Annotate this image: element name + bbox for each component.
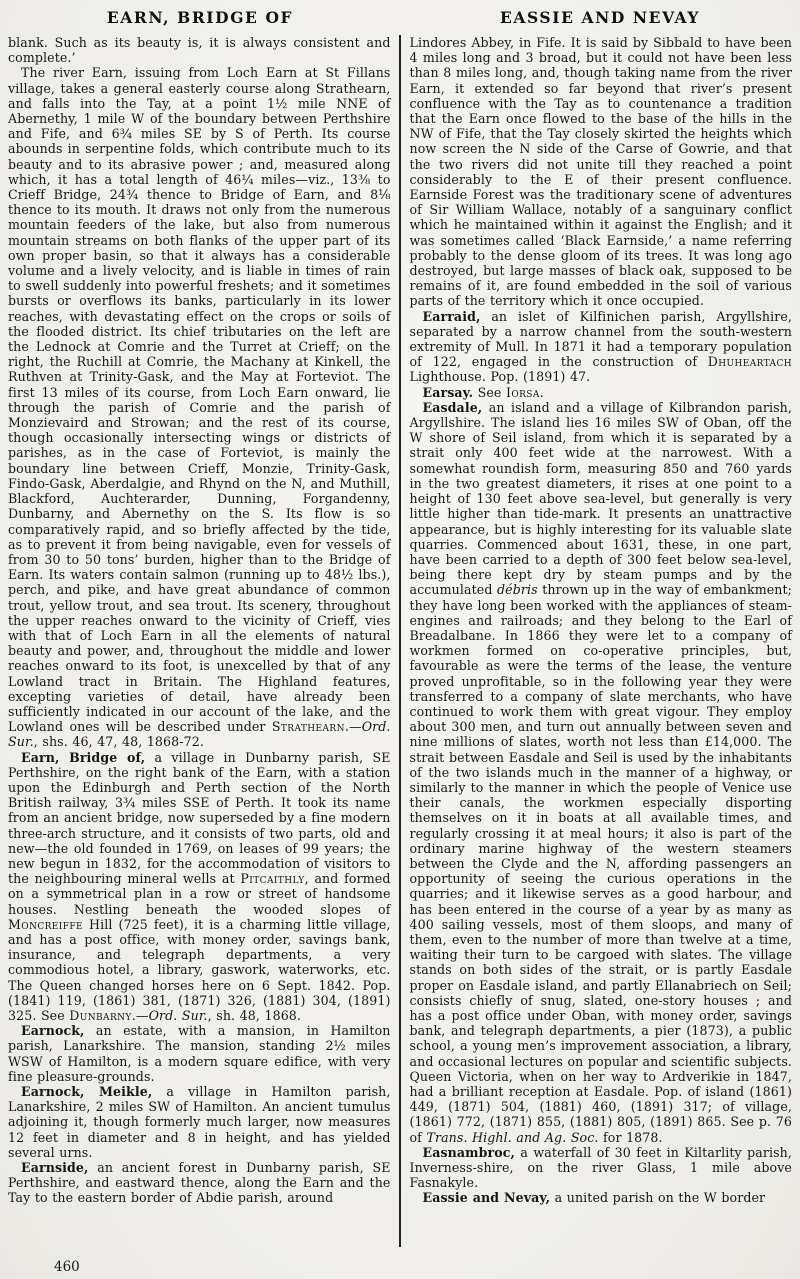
italic-citation: Trans. Highl. and Ag. Soc. [426, 1129, 599, 1145]
entry-headword: Earsay. [422, 384, 474, 400]
entry-paragraph [8, 750, 391, 1024]
entry-headword: Eassie and Nevay, [422, 1190, 551, 1206]
italic-citation: Ord. Sur. [148, 1008, 208, 1023]
running-heads [0, 0, 800, 27]
running-head-right: EASSIE AND NEVAY [499, 8, 701, 27]
entry-paragraph [8, 35, 391, 65]
entry-headword: Earnside, [21, 1160, 89, 1176]
text-segment: , shs. 46, 47, 48, 1868-72. [33, 734, 204, 750]
entry-paragraph [410, 400, 793, 1145]
cross-reference: Strathearn [271, 719, 345, 735]
text-segment: .— [131, 1008, 149, 1023]
italic-citation: débris [497, 582, 538, 598]
text-segment: for 1878. [598, 1129, 663, 1145]
text-segment: See [473, 384, 506, 400]
text-segment: thrown up in the way of embankment; they have long been worked with the appliances of steam-engines and railroads; and they belong to the Earl of Breadalbane. In 1866 they were let to a company of workmen formed on co-operative principles, but, favourable as were the terms of the lease, the venture proved unprofitable, so in the following year they were transferred to a company of slate merchants, who have continued to work them with great vigour. They employ about 300 men, and turn out annually between seven and nine millions of slates, worth not less than £14,000. The strait between Easdale and Seil is used by the inhabitants of the two islands much in the manner of a highway, or similarly to the manner in which the people of Venice use their canals, the workmen especially disporting themselves on it in boats at all available times, and regularly crossing it at meal hours; it also is part of the ordinary marine highway of the western steamers between the Clyde and the N, affording passengers an opportunity of seeing the curious operations in the quarries; and it likewise serves as a good harbour, and has been entered in the course of a year by as many as 400 sailing vessels, most of them sloops, and many of them, even to the number of more than twelve at a time, waiting their turn to be cargoed with slates. The village stands on both sides of the strait, or is partly Easdale proper on Easdale island, and partly Ellanabriech on Seil; consists chiefly of snug, slated, one-story houses ; and has a post office under Oban, with money order, savings bank, and telegraph departments, a pier (1873), a public school, a young men’s improvement association, a library, and occasional lectures on popular and scientific subjects. Queen Victoria, when on her way to Ardverikie in 1847, had a brilliant reception at Easdale. Pop. of island (1861) 449, (1871) 504, (1881) 460, (1891) 317; of village, (1861) 772, (1871) 855, (1881) 805, (1891) 865. See p. 76 of [409, 582, 792, 1145]
cross-reference: Moncreiffe [8, 916, 83, 932]
running-head-left: EARN, BRIDGE OF [106, 8, 294, 27]
entry-paragraph [410, 35, 793, 309]
entry-headword: Easdale, [422, 399, 483, 415]
column-left-body [8, 35, 399, 1257]
cross-reference: Dhuheartach [707, 354, 792, 370]
text-segment: a united parish on the W border [550, 1190, 766, 1206]
entry-headword: Earnock, [21, 1023, 85, 1039]
page-number: 460 [54, 1259, 80, 1275]
entry-paragraph [8, 1160, 391, 1206]
text-segment: an islet of Kilfinichen parish, Argyllshire, separated by a narrow channel from the south-western extremity of Mull. In 1871 it had a temporary population of 122, engaged in the construction of [409, 308, 792, 370]
entry-paragraph [8, 1084, 391, 1160]
text-segment: , and formed on a symmetrical plan in a row or street of handsome houses. Nestling beneath the wooded slopes of [8, 871, 391, 917]
entry-paragraph [410, 385, 793, 400]
text-segment: blank. Such as its beauty is, it is always consistent and complete.’ [8, 35, 391, 66]
text-segment: Lighthouse. Pop. (1891) 47. [409, 369, 591, 385]
column-right-body [401, 35, 793, 1257]
text-segment: a waterfall of 30 feet in Kiltarlity parish, Inverness-shire, on the river Glass, 1 mile above Fasnakyle. [409, 1144, 792, 1191]
text-segment: a village in Dunbarny parish, SE Perthshire, on the right bank of the Earn, with a station upon the Edinburgh and Perth section of the North British railway, 3¾ miles SSE of Perth. It took its name from an ancient bridge, now superseded by a fine modern three-arch structure, and it consists of two parts, old and new—the old founded in 1769, on leases of 99 years; the new begun in 1832, for the accommodation of visitors to the neighbouring mineral wells at [8, 749, 391, 887]
entry-paragraph [8, 65, 391, 749]
text-segment: The river Earn, issuing from Loch Earn at St Fillans village, takes a general easterly course along Strathearn, and falls into the Tay, at a point 1½ mile NNE of Abernethy, 1 mile W of the boundary between Perthshire and Fife, and 6¾ miles SE by S of Perth. Its course abounds in serpentine folds, which contribute much to its beauty and to its abrasive power ; and, measured along which, it has a total length of 46¼ miles—viz., 13⅜ to Crieff Bridge, 24¾ thence to Bridge of Earn, and 8⅛ thence to its mouth. It draws not only from the numerous mountain feeders of the lake, but also from numerous mountain streams on both flanks of the upper part of its own proper basin, so that it always has a considerable volume and a lively velocity, and is liable in times of rain to swell suddenly into powerful freshets; and it sometimes bursts or overflows its banks, particularly in its lower reaches, with devastating effect on the crops or soils of the flooded district. Its chief tributaries on the left are the Lednock at Comrie and the Turret at Crieff; on the right, the Ruchill at Comrie, the Machany at Kinkell, the Ruthven at Trinity-Gask, and the May at Forteviot. The first 13 miles of its course, from Loch Earn onward, lie through the parish of Comrie and the parish of Monzievaird and Strowan; and the rest of its course, though occasionally intersecting wings or districts of parishes, as in the case of Forteviot, is mainly the boundary line between Crieff, Monzie, Trinity-Gask, Findo-Gask, Aberdalgie, and Rhynd on the N, and Muthill, Blackford, Auchterarder, Dunning, Forgandenny, Dunbarny, and Abernethy on the S. Its flow is so comparatively rapid, and so briefly affected by the tide, as to prevent it from being navigable, even for vessels of from 30 to 50 tons’ burden, higher than to the Bridge of Earn. Its waters contain salmon (running up to 48½ lbs.), perch, and pike, and have great abundance of common trout, yellow trout, and sea trout. Its scenery, throughout the upper reaches onward to the vicinity of Crieff, vies with that of Loch Earn in all the elements of natural beauty and power, and, throughout the middle and lower reaches onward to its foot, is unexcelled by that of any Lowland tract in Britain. The Highland features, excepting varieties of detail, have already been sufficiently indicated in our account of the lake, and the Lowland ones will be described under [8, 65, 391, 735]
text-columns [0, 35, 800, 1257]
italic-citation: Ord. Sur. [8, 719, 391, 750]
entry-paragraph [410, 1145, 793, 1191]
text-segment: an ancient forest in Dunbarny parish, SE Perthshire, and eastward thence, along the Earn and the Tay to the eastern border of Abdie parish, around [8, 1160, 391, 1206]
text-segment: a village in Hamilton parish, Lanarkshire, 2 miles SW of Hamilton. An ancient tumulus adjoining it, though formerly much larger, now measures 12 feet in diameter and 8 in height, and has yielded several urns. [8, 1084, 391, 1160]
entry-headword: Earn, Bridge of, [21, 749, 146, 765]
entry-paragraph [410, 309, 793, 385]
entry-paragraph [410, 1190, 793, 1205]
text-segment: . [539, 384, 544, 400]
text-segment: an island and a village of Kilbrandon parish, Argyllshire. The island lies 16 miles SW of Oban, off the W shore of Seil island, from which it is separated by a strait only 400 feet wide at the narrowest. With a somewhat roundish form, measuring 850 and 760 yards in the two greatest diameters, it rises at one point to a height of 130 feet above sea-level, but generally is very little higher than tide-mark. It presents an unattractive appearance, but is highly interesting for its valuable slate quarries. Commenced about 1631, these, in one part, have been carried to a depth of 300 feet below sea-level, being there kept dry by steam pumps and by the accumulated [409, 399, 792, 598]
entry-headword: Earraid, [422, 308, 481, 324]
text-segment: Hill (725 feet), it is a charming little village, and has a post office, with money order, savings bank, insurance, and telegraph departments, a very commodious hotel, a library, gaswork, waterworks, etc. The Queen changed horses here on 6 Sept. 1842. Pop. (1841) 119, (1861) 381, (1871) 326, (1881) 304, (1891) 325. See [8, 916, 391, 1023]
text-segment: an estate, with a mansion, in Hamilton parish, Lanarkshire. The mansion, standing 2½ miles WSW of Hamilton, is a modern square edifice, with very fine pleasure-grounds. [8, 1023, 391, 1084]
entry-headword: Easnambroc, [422, 1144, 515, 1160]
cross-reference: Iorsa [505, 384, 540, 400]
text-segment: .— [344, 719, 362, 735]
cross-reference: Pitcaithly [240, 871, 305, 887]
text-segment: , sh. 48, 1868. [207, 1008, 302, 1023]
cross-reference: Dunbarny [69, 1008, 132, 1023]
entry-headword: Earnock, Meikle, [21, 1084, 153, 1100]
entry-paragraph [8, 1023, 391, 1084]
text-segment: Lindores Abbey, in Fife. It is said by Sibbald to have been 4 miles long and 3 broad, but it could not have been less than 8 miles long, and, though taking name from the river Earn, it extended so far beyond that river’s present confluence with the Tay as to countenance a tradition that the Earn once flowed to the base of the hills in the NW of Fife, that the Tay closely skirted the heights which now screen the N side of the Carse of Gowrie, and that the two rivers did not unite till they reached a point considerably to the E of their present confluence. Earnside Forest was the traditionary scene of adventures of Sir William Wallace, notably of a sanguinary conflict which he maintained within it against the English; and it was sometimes called ‘Black Earnside,’ a name referring probably to the dense gloom of its trees. It was long ago destroyed, but large masses of black oak, supposed to be remains of it, are found embedded in the soil of various parts of the territory which it once occupied. [409, 35, 792, 309]
